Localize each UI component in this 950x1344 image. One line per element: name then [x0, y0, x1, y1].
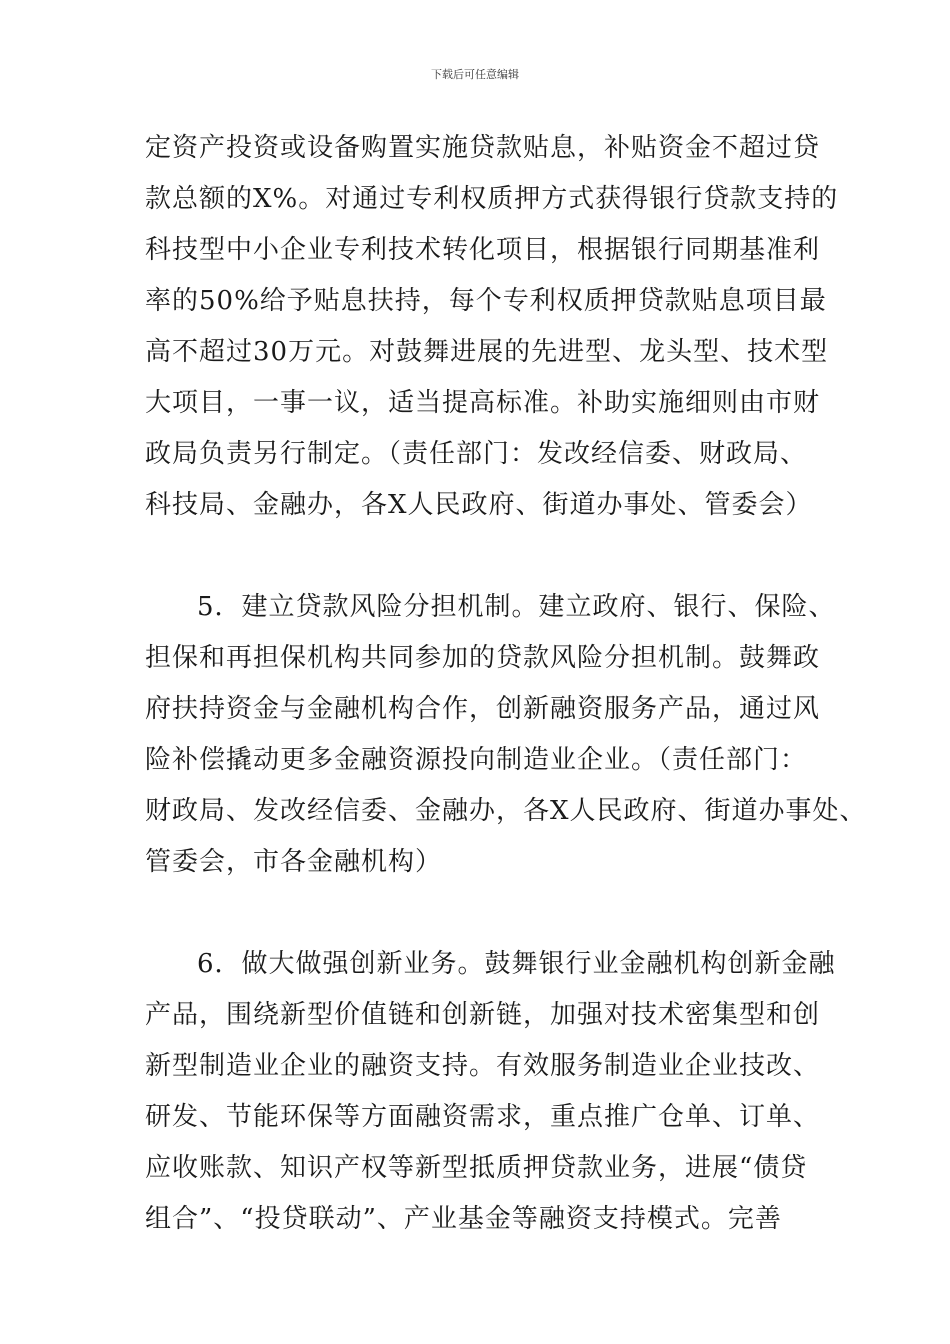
text-line: 款总额的X%。对通过专利权质押方式获得银行贷款支持的 — [145, 184, 839, 214]
paragraph-loan-subsidy — [145, 128, 839, 536]
text-line: 新型制造业企业的融资支持。有效服务制造业企业技改、 — [145, 1051, 821, 1081]
text-line: 5．建立贷款风险分担机制。建立政府、银行、保险、 — [197, 592, 836, 622]
text-line: 定资产投资或设备购置实施贷款贴息，补贴资金不超过贷 — [145, 133, 821, 163]
text-line: 府扶持资金与金融机构合作，创新融资服务产品，通过风 — [145, 694, 821, 724]
text-line: 大项目，一事一议，适当提高标准。补助实施细则由市财 — [145, 388, 821, 418]
text-line: 管委会，市各金融机构） — [145, 847, 443, 877]
text-line: 产品，围绕新型价值链和创新链，加强对技术密集型和创 — [145, 1000, 821, 1030]
text-line: 科技型中小企业专利技术转化项目，根据银行同期基准利 — [145, 235, 821, 265]
text-line: 研发、节能环保等方面融资需求，重点推广仓单、订单、 — [145, 1102, 821, 1132]
text-line: 组合”、“投贷联动”、产业基金等融资支持模式。完善 — [145, 1204, 782, 1234]
paragraph-innovation-business — [145, 944, 836, 1250]
text-line: 6．做大做强创新业务。鼓舞银行业金融机构创新金融 — [197, 949, 836, 979]
text-line: 财政局、发改经信委、金融办，各X人民政府、街道办事处、 — [145, 796, 867, 826]
text-line: 科技局、金融办，各X人民政府、街道办事处、管委会） — [145, 490, 813, 520]
text-line: 险补偿撬动更多金融资源投向制造业企业。（责任部门： — [145, 745, 808, 775]
text-line: 应收账款、知识产权等新型抵质押贷款业务，进展“债贷 — [145, 1153, 808, 1183]
paragraph-risk-sharing — [145, 587, 867, 893]
text-line: 高不超过30万元。对鼓舞进展的先进型、龙头型、技术型 — [145, 337, 829, 367]
text-line: 率的50%给予贴息扶持，每个专利权质押贷款贴息项目最 — [145, 286, 827, 316]
paragraph-spacer — [145, 893, 825, 944]
paragraph-spacer — [145, 536, 825, 587]
text-line: 担保和再担保机构共同参加的贷款风险分担机制。鼓舞政 — [145, 643, 821, 673]
document-body — [145, 128, 867, 1250]
page-header: 下载后可任意编辑 — [431, 68, 519, 81]
text-line: 政局负责另行制定。（责任部门：发改经信委、财政局、 — [145, 439, 808, 469]
